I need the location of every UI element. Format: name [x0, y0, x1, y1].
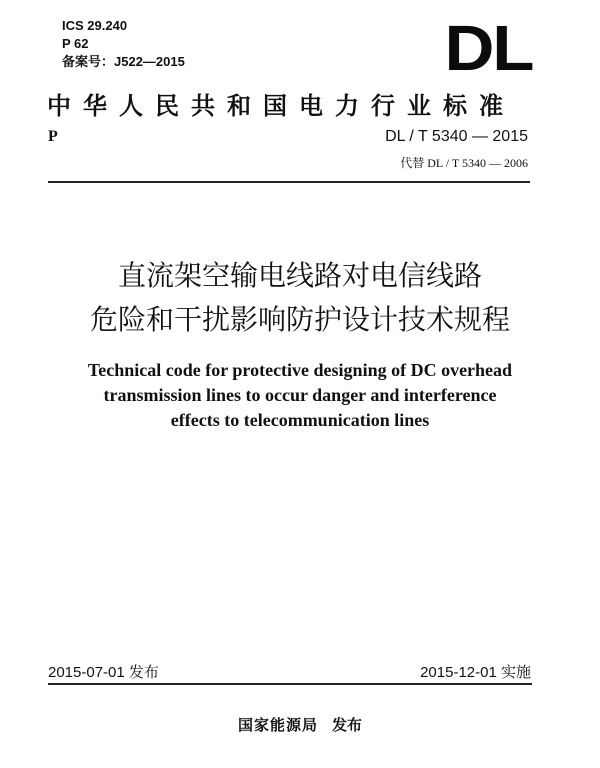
top-divider	[48, 181, 530, 183]
issue-date: 2015-07-01 发布	[48, 664, 159, 681]
implementation-date: 2015-12-01 实施	[420, 664, 531, 681]
english-title-line-2: transmission lines to occur danger and interference	[103, 385, 497, 405]
publisher-name: 国家能源局	[237, 716, 318, 734]
english-title-line-3: effects to telecommunication lines	[170, 410, 430, 430]
publisher-action: 发布	[332, 716, 363, 734]
replaces-standard: 代替 DL / T 5340 — 2006	[400, 156, 528, 170]
standard-category-title: 中华人民共和国电力行业标准	[47, 91, 515, 120]
standard-number: DL / T 5340 — 2015	[385, 128, 528, 145]
classification-code: P 62	[62, 36, 89, 51]
publisher-line	[0, 714, 600, 735]
ics-code: ICS 29.240	[62, 18, 128, 33]
record-number: 备案号：J522—2015	[62, 54, 185, 69]
chinese-title-line-2: 危险和干扰影响防护设计技术规程	[89, 303, 510, 336]
english-title-line-1: Technical code for protective designing of DC overhead	[87, 360, 513, 380]
dl-logo: DL	[444, 12, 532, 84]
chinese-title-line-1: 直流架空输电线路对电信线路	[117, 259, 482, 292]
bottom-divider	[48, 683, 532, 685]
category-letter: P	[48, 128, 58, 145]
